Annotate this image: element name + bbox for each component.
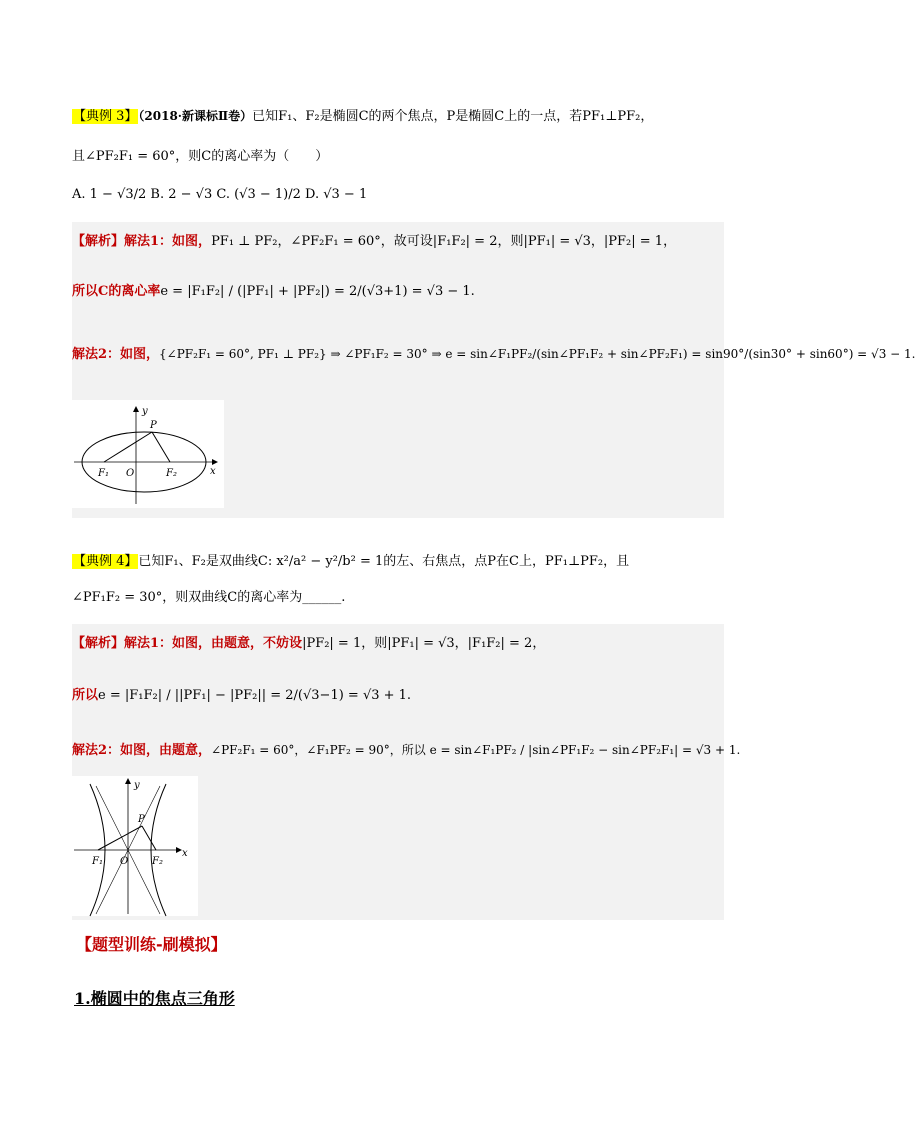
f2-label: F₂	[166, 468, 177, 479]
ex3-solution	[72, 222, 915, 518]
ex3-sol1-line1: 【解析】解法1：如图，PF₁ ⊥ PF₂，∠PF₂F₁ = 60°，故可设|F₁F₂| = 2，则|PF₁| = √3，|PF₂| = 1，	[72, 234, 677, 249]
ex4-stem-1: 已知F₁、F₂是双曲线C: x²/a² − y²/b² = 1的左、右焦点，点P在C上，PF₁⊥PF₂，且	[138, 554, 630, 569]
ex4-solution	[72, 624, 741, 920]
ex4-stem-line1	[72, 552, 724, 572]
subsection-title: 1.椭圆中的焦点三角形	[74, 989, 235, 1008]
ex3-stem-line1	[72, 106, 724, 127]
ex4-sol2-line1: 解法2：如图，由题意，∠PF₂F₁ = 60°，∠F₁PF₂ = 90°，所以 e = sin∠F₁PF₂ / |sin∠PF₁F₂ − sin∠PF₂F₁| = √3 + 1.	[72, 743, 741, 758]
f1-label: F₁	[92, 856, 103, 867]
f2-label: F₂	[152, 856, 163, 867]
o-label: O	[120, 856, 129, 867]
ex4-sol1-line1: 【解析】解法1：如图，由题意，不妨设|PF₂| = 1，则|PF₁| = √3，|F₁F₂| = 2，	[72, 636, 546, 651]
y-label: y	[142, 406, 148, 417]
y-label: y	[134, 780, 140, 791]
o-label: O	[126, 468, 135, 479]
ex3-options: A. 1 − √3/2 B. 2 − √3 C. (√3 − 1)/2 D. √3 − 1	[72, 187, 368, 202]
document-body	[72, 100, 724, 202]
ex4-stem-line2: ∠PF₁F₂ = 30°，则双曲线C的离心率为______.	[72, 590, 346, 605]
ex3-tag: 【典例 3】	[73, 109, 138, 124]
p-label: P	[150, 420, 157, 431]
hyperbola-figure	[72, 776, 198, 916]
section-title: 【题型训练-刷模拟】	[76, 935, 227, 954]
x-label: x	[210, 466, 216, 477]
ex4-body	[72, 552, 724, 605]
ex3-source: （2018·新课标Ⅱ卷）	[138, 109, 253, 123]
p-label: P	[138, 814, 145, 825]
f1-label: F₁	[98, 468, 109, 479]
ex3-stem-line2: 且∠PF₂F₁ = 60°，则C的离心率为（ ）	[72, 149, 329, 164]
ex3-sol2-line1: 解法2：如图，{∠PF₂F₁ = 60°, PF₁ ⊥ PF₂} ⇒ ∠PF₁F₂ = 30° ⇒ e = sin∠F₁PF₂/(sin∠PF₁F₂ + sin∠PF₂F₁) = sin90°/(sin30° + sin60°) = √3 − 1.	[72, 347, 915, 362]
x-label: x	[182, 848, 188, 859]
ex4-tag: 【典例 4】	[73, 554, 138, 569]
ellipse-figure	[72, 400, 224, 508]
ex3-sol1-line2: 所以C的离心率e = |F₁F₂| / (|PF₁| + |PF₂|) = 2/(√3+1) = √3 − 1.	[72, 284, 475, 299]
ex4-sol1-line2: 所以e = |F₁F₂| / ||PF₁| − |PF₂|| = 2/(√3−1) = √3 + 1.	[72, 688, 412, 703]
ex3-stem-1: 已知F₁、F₂是椭圆C的两个焦点，P是椭圆C上的一点，若PF₁⊥PF₂，	[252, 109, 654, 124]
